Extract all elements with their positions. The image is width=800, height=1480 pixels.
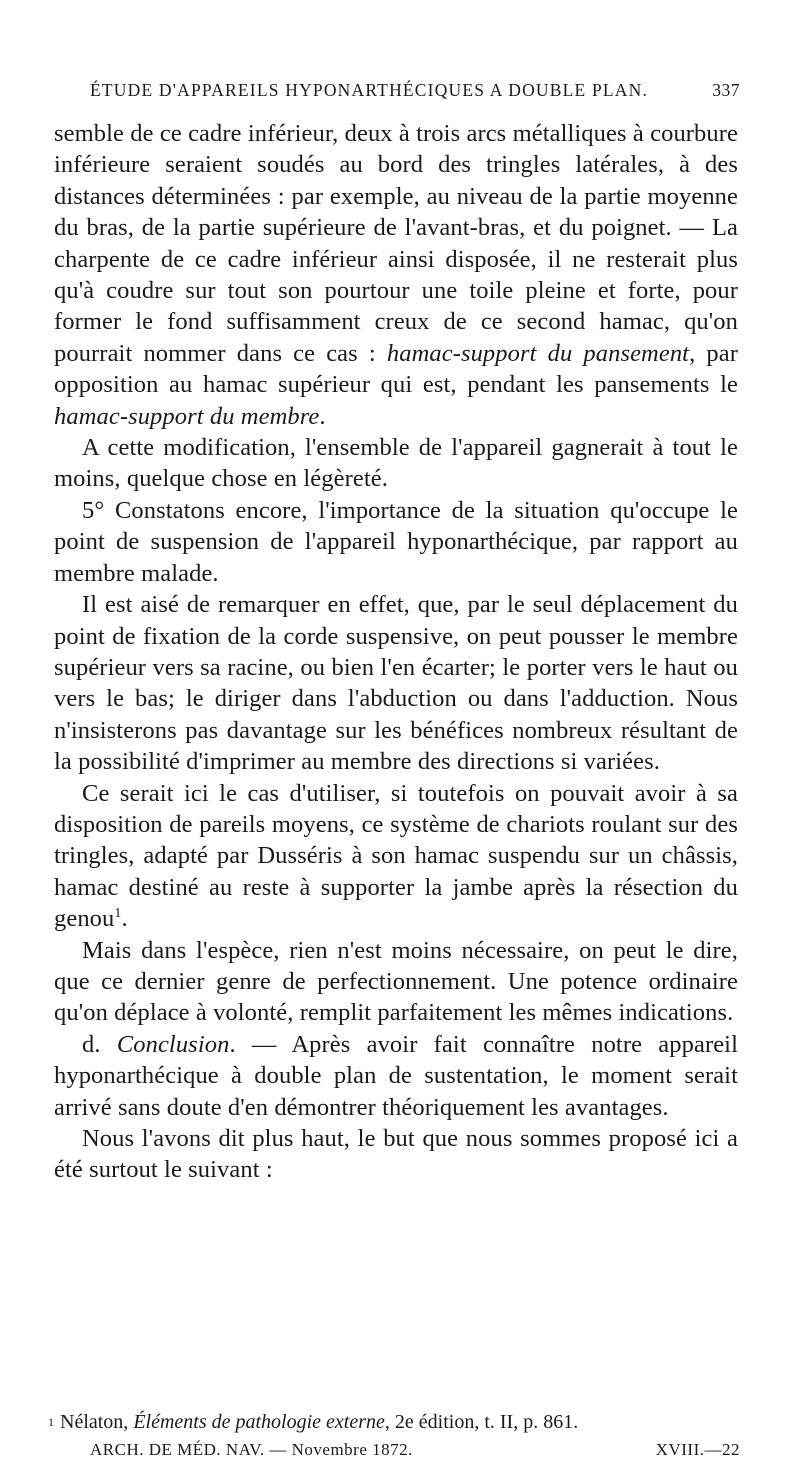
text-run: Ce serait ici le cas d'utiliser, si toutefois on pouvait avoir à sa disposition de pareils moyens, ce système de chariots roulant sur des tringles, adapté par Dusséris à son hamac suspendu sur un châssis, hamac destiné au reste à supporter la jambe après la résection du genou	[54, 779, 738, 933]
signature-left: ARCH. DE MÉD. NAV. — Novembre 1872.	[90, 1440, 413, 1459]
text-run: . — Après avoir fait connaître notre appareil hyponarthécique à double plan de sustentation, le moment serait arrivé sans doute d'en démontrer théoriquement les avantages.	[54, 1030, 738, 1121]
footnote-reference[interactable]: 1	[114, 906, 122, 921]
italic-term: hamac-support du membre	[54, 402, 320, 430]
text-run: .	[319, 402, 326, 430]
running-title: ÉTUDE D'APPAREILS HYPONARTHÉCIQUES A DOUBLE PLAN.	[90, 80, 649, 100]
paragraph-5	[54, 778, 738, 935]
italic-term: hamac-support du pansement	[386, 339, 690, 367]
paragraph-4: Il est aisé de remarquer en effet, que, par le seul déplacement du point de fixation de la corde suspensive, on peut pousser le membre supérieur vers sa racine, ou bien l'en écarter; le porter vers le haut ou vers le bas; le diriger dans l'abduction ou dans l'adduction. Nous n'insisterons pas davantage sur les bénéfices nombreux résultant de la possibilité d'imprimer au membre des directions si variées.	[54, 591, 738, 776]
page-number: 337	[712, 80, 740, 100]
paragraph-7	[54, 1029, 738, 1123]
footnote-title: Éléments de pathologie externe	[133, 1411, 385, 1433]
journal-signature	[90, 1440, 740, 1460]
section-marker: d.	[82, 1030, 117, 1058]
section-heading: Conclusion	[116, 1030, 230, 1058]
paragraph-2: A cette modification, l'ensemble de l'appareil gagnerait à tout le moins, quelque chose en légèreté.	[54, 434, 738, 493]
paragraph-1	[54, 118, 738, 432]
text-run: , par opposition au hamac supérieur qui est, pendant les pansements le	[54, 339, 738, 399]
footnote-author: Nélaton,	[60, 1411, 134, 1433]
paragraph-6: Mais dans l'espèce, rien n'est moins nécessaire, on peut le dire, que ce dernier genre de perfectionnement. Une potence ordinaire qu'on déplace à volonté, remplit parfaitement les mêmes indications.	[54, 936, 738, 1027]
footnote-details: , 2e édition, t. II, p. 861.	[384, 1411, 579, 1433]
footnote-mark: 1	[48, 1415, 54, 1429]
footnote	[48, 1410, 738, 1434]
running-header	[90, 80, 740, 101]
paragraph-8: Nous l'avons dit plus haut, le but que nous sommes proposé ici a été surtout le suivant :	[54, 1125, 738, 1184]
signature-right: XVIII.—22	[655, 1440, 740, 1459]
body-text	[54, 118, 738, 1186]
text-run: .	[121, 905, 128, 933]
text-run: semble de ce cadre inférieur, deux à trois arcs métalliques à courbure inférieure seraient soudés au bord des tringles latérales, à des distances déterminées : par exemple, au niveau de la partie moyenne du bras, de la partie supérieure de l'avant-bras, et du poignet. — La charpente de ce cadre inférieur ainsi disposée, il ne resterait plus qu'à coudre sur tout son pourtour une toile pleine et forte, pour former le fond suffisamment creux de ce second hamac, qu'on pourrait nommer dans ce cas :	[54, 120, 738, 367]
paragraph-3: 5° Constatons encore, l'importance de la situation qu'occupe le point de suspension de l'appareil hyponarthécique, par rapport au membre malade.	[54, 496, 738, 587]
